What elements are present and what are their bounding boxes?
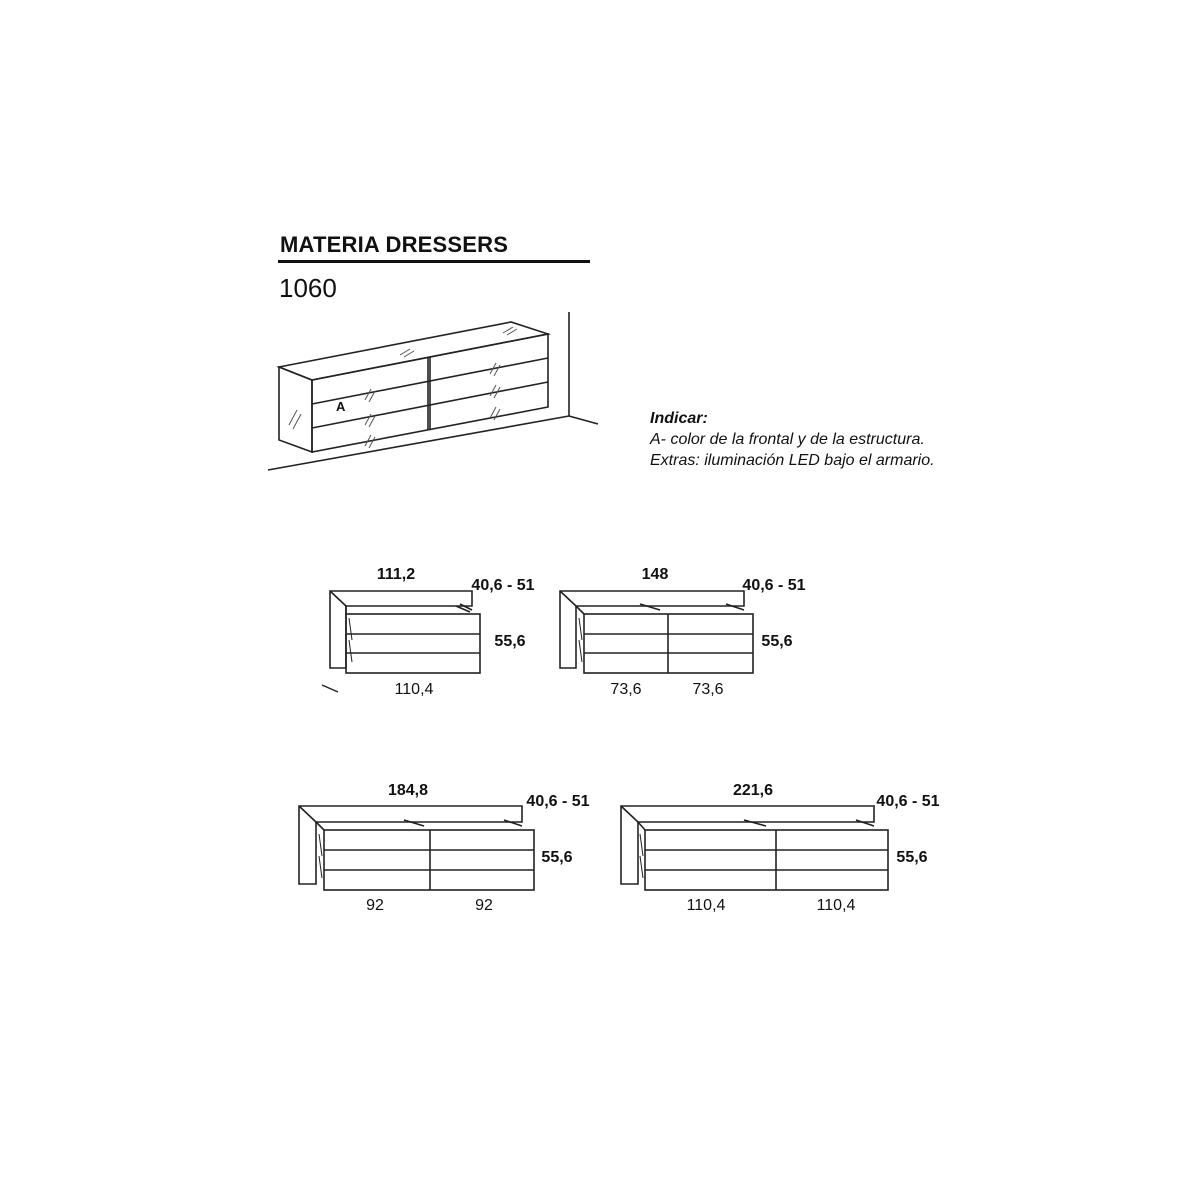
label-a: A [336, 399, 346, 414]
floor-line [268, 416, 569, 470]
dresser-side [279, 367, 312, 452]
notes-line-1: A- color de la frontal y de la estructura. [650, 431, 925, 448]
wall-floor-line [569, 416, 598, 424]
depth-label: 40,6 - 51 [876, 793, 940, 810]
module-width-label: 73,6 [610, 681, 642, 698]
model-221-drawing [621, 806, 888, 890]
height-label: 55,6 [896, 849, 928, 866]
height-label: 55,6 [541, 849, 573, 866]
module-width-label: 92 [366, 897, 384, 914]
width-label: 111,2 [376, 566, 416, 583]
module-width-label: 92 [475, 897, 493, 914]
notes-line-2: Extras: iluminación LED bajo el armario. [650, 452, 935, 469]
module-width-label: 110,4 [394, 681, 434, 698]
depth-label: 40,6 - 51 [742, 577, 806, 594]
width-label: 184,8 [387, 782, 429, 799]
depth-label: 40,6 - 51 [471, 577, 535, 594]
product-title: MATERIA DRESSERS [280, 232, 509, 257]
perspective-drawing [268, 312, 598, 470]
module-width-label: 110,4 [816, 897, 856, 914]
model-148-drawing [560, 591, 753, 673]
model-184-drawing [299, 806, 534, 890]
width-label: 148 [641, 566, 669, 583]
notes-block [650, 408, 935, 471]
module-width-label: 73,6 [692, 681, 724, 698]
height-label: 55,6 [761, 633, 793, 650]
width-label: 221,6 [732, 782, 774, 799]
module-width-label: 110,4 [686, 897, 726, 914]
model-111-drawing [322, 591, 480, 692]
product-code: 1060 [279, 273, 337, 303]
notes-heading: Indicar: [650, 410, 708, 427]
height-label: 55,6 [494, 633, 526, 650]
depth-label: 40,6 - 51 [526, 793, 590, 810]
